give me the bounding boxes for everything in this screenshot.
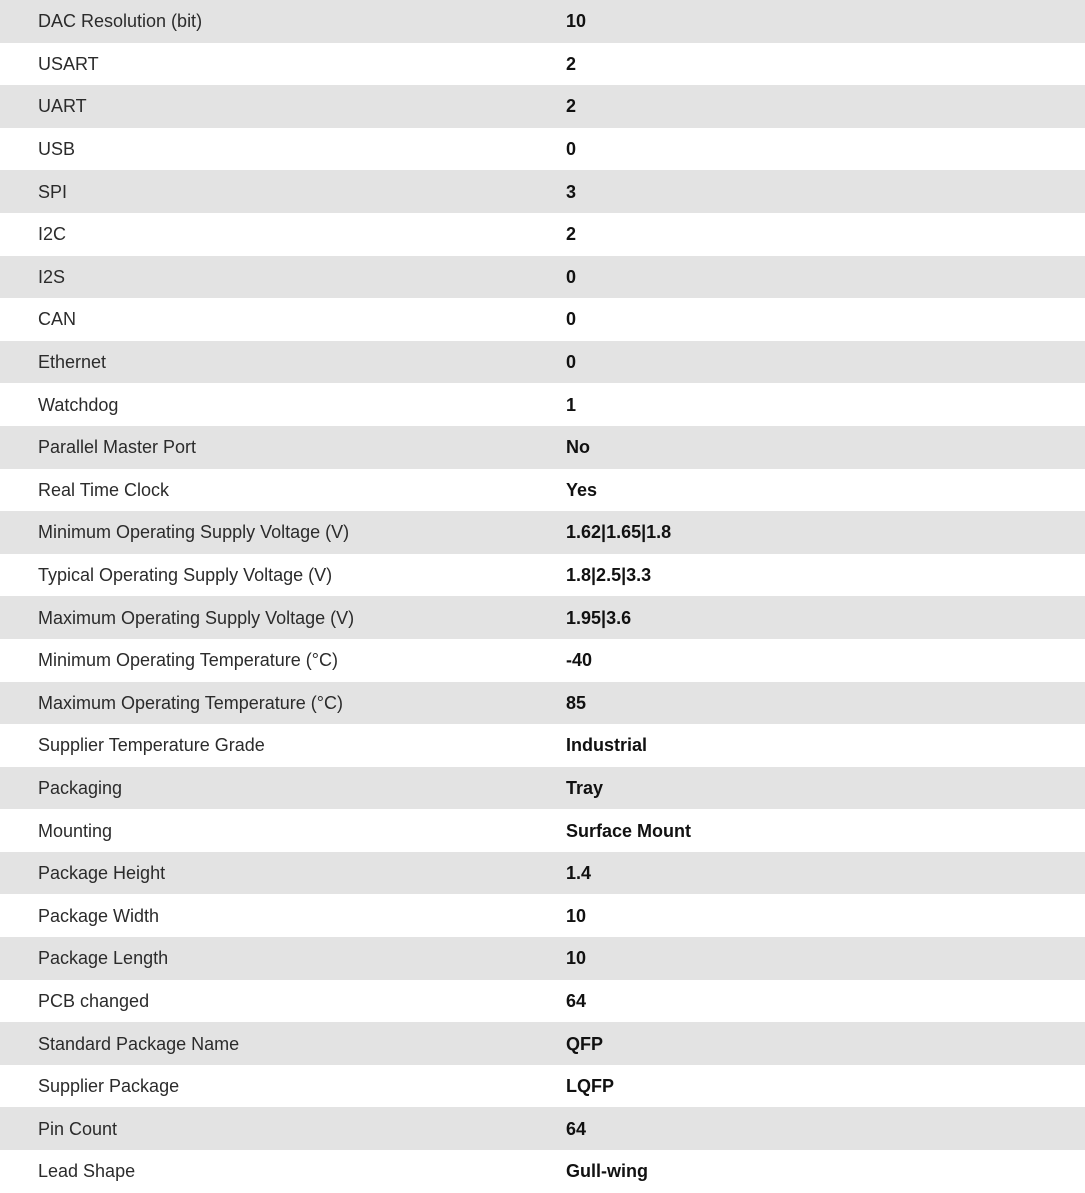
spec-value: 3	[566, 181, 577, 202]
table-row	[0, 256, 1085, 299]
spec-value: 10	[566, 11, 587, 32]
table-row	[0, 639, 1085, 682]
spec-label: DAC Resolution (bit)	[38, 11, 203, 32]
table-row	[0, 298, 1085, 341]
table-row	[0, 85, 1085, 128]
spec-value: Yes	[566, 479, 598, 500]
spec-label: PCB changed	[38, 990, 150, 1011]
spec-label: Supplier Package	[38, 1076, 180, 1097]
table-row	[0, 937, 1085, 980]
table-row	[0, 128, 1085, 171]
spec-value: 2	[566, 224, 577, 245]
spec-value: 2	[566, 53, 577, 74]
spec-value: 1.62|1.65|1.8	[566, 522, 672, 543]
spec-value: 1	[566, 394, 577, 415]
spec-label: USART	[38, 53, 99, 74]
table-row	[0, 980, 1085, 1023]
spec-label: Lead Shape	[38, 1161, 136, 1182]
table-row	[0, 1107, 1085, 1150]
table-row	[0, 426, 1085, 469]
table-row	[0, 43, 1085, 86]
table-row	[0, 767, 1085, 810]
spec-label: Supplier Temperature Grade	[38, 735, 265, 756]
spec-value: 10	[566, 905, 587, 926]
table-row	[0, 852, 1085, 895]
spec-value: Surface Mount	[566, 820, 692, 841]
spec-label: Parallel Master Port	[38, 437, 197, 458]
spec-value: Tray	[566, 777, 604, 798]
spec-label: UART	[38, 96, 87, 117]
table-row	[0, 0, 1085, 43]
table-row	[0, 213, 1085, 256]
spec-value: Gull-wing	[566, 1161, 648, 1182]
spec-label: CAN	[38, 309, 77, 330]
table-row	[0, 596, 1085, 639]
table-row	[0, 894, 1085, 937]
table-row	[0, 511, 1085, 554]
spec-label: Minimum Operating Temperature (°C)	[38, 650, 338, 671]
spec-value: Industrial	[566, 735, 648, 756]
spec-value: -40	[566, 650, 593, 671]
spec-value: 85	[566, 692, 587, 713]
spec-label: Package Height	[38, 863, 166, 884]
spec-value: LQFP	[566, 1076, 614, 1097]
spec-value: 1.4	[566, 863, 592, 884]
spec-value: 1.95|3.6	[566, 607, 632, 628]
spec-value: 64	[566, 1118, 587, 1139]
spec-label: SPI	[38, 181, 68, 202]
spec-label: Packaging	[38, 777, 123, 798]
spec-label: USB	[38, 139, 76, 160]
spec-label: Watchdog	[38, 394, 119, 415]
table-row	[0, 383, 1085, 426]
spec-value: 0	[566, 139, 577, 160]
spec-label: Pin Count	[38, 1118, 118, 1139]
spec-value: No	[566, 437, 590, 458]
table-row	[0, 1022, 1085, 1065]
spec-label: Minimum Operating Supply Voltage (V)	[38, 522, 350, 543]
spec-value: 0	[566, 309, 577, 330]
table-row	[0, 341, 1085, 384]
spec-label: Mounting	[38, 820, 113, 841]
spec-value: 0	[566, 266, 577, 287]
table-row	[0, 724, 1085, 767]
spec-value: 2	[566, 96, 577, 117]
spec-label: Ethernet	[38, 352, 107, 373]
spec-value: 10	[566, 948, 587, 969]
table-row	[0, 554, 1085, 597]
spec-label: Standard Package Name	[38, 1033, 240, 1054]
spec-value: 0	[566, 352, 577, 373]
table-row	[0, 809, 1085, 852]
spec-label: I2S	[38, 266, 66, 287]
spec-label: Typical Operating Supply Voltage (V)	[38, 565, 333, 586]
spec-label: Maximum Operating Supply Voltage (V)	[38, 607, 355, 628]
table-row	[0, 1065, 1085, 1108]
spec-value: 64	[566, 990, 587, 1011]
table-row	[0, 170, 1085, 213]
table-row	[0, 469, 1085, 512]
table-row	[0, 1150, 1085, 1193]
spec-label: Real Time Clock	[38, 479, 170, 500]
table-row	[0, 682, 1085, 725]
spec-label: I2C	[38, 224, 67, 245]
spec-label: Maximum Operating Temperature (°C)	[38, 692, 343, 713]
spec-label: Package Width	[38, 905, 160, 926]
spec-label: Package Length	[38, 948, 169, 969]
spec-value: QFP	[566, 1033, 604, 1054]
spec-value: 1.8|2.5|3.3	[566, 565, 652, 586]
